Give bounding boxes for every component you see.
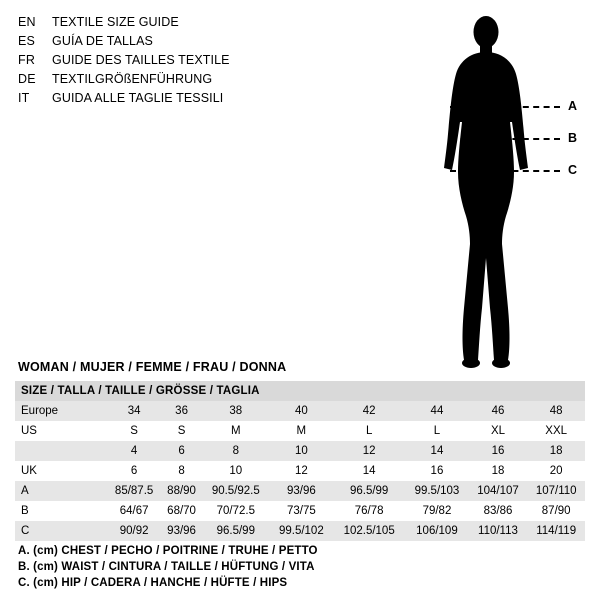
table-cell: 12 — [270, 461, 333, 481]
table-cell: 46 — [469, 401, 528, 421]
table-cell: 38 — [202, 401, 270, 421]
table-cell: 34 — [107, 401, 161, 421]
language-row — [18, 71, 318, 88]
table-cell: 102.5/105 — [333, 521, 405, 541]
table-cell: 6 — [107, 461, 161, 481]
measure-line-c — [450, 170, 560, 172]
table-cell: 107/110 — [527, 481, 585, 501]
language-code: DE — [18, 72, 36, 86]
table-cell: 8 — [202, 441, 270, 461]
table-cell: 90.5/92.5 — [202, 481, 270, 501]
table-cell: S — [161, 421, 202, 441]
section-title: WOMAN / MUJER / FEMME / FRAU / DONNA — [18, 360, 287, 374]
language-title: GUIDE DES TAILLES TEXTILE — [52, 53, 230, 67]
legend-line-c: C. (cm) HIP / CADERA / HANCHE / HÜFTE / HIPS — [18, 577, 288, 589]
table-cell: 36 — [161, 401, 202, 421]
table-cell: 83/86 — [469, 501, 528, 521]
table-cell: 12 — [333, 441, 405, 461]
table-cell: 40 — [270, 401, 333, 421]
table-cell: XL — [469, 421, 528, 441]
table-row — [15, 401, 585, 421]
language-code: EN — [18, 15, 36, 29]
table-row — [15, 461, 585, 481]
table-cell: 20 — [527, 461, 585, 481]
legend-line-b: B. (cm) WAIST / CINTURA / TAILLE / HÜFTUNG / VITA — [18, 561, 315, 573]
table-cell: 18 — [527, 441, 585, 461]
language-row — [18, 33, 318, 50]
table-cell: 96.5/99 — [202, 521, 270, 541]
table-cell: 42 — [333, 401, 405, 421]
language-code: IT — [18, 91, 30, 105]
table-cell: 14 — [333, 461, 405, 481]
language-row — [18, 14, 318, 31]
size-table-wrapper — [15, 381, 585, 541]
table-cell: L — [405, 421, 468, 441]
table-cell: M — [270, 421, 333, 441]
table-cell: 96.5/99 — [333, 481, 405, 501]
body-figure — [400, 8, 600, 373]
language-row — [18, 52, 318, 69]
table-cell: 4 — [107, 441, 161, 461]
table-row — [15, 441, 585, 461]
table-header-row — [15, 381, 585, 401]
table-cell: 114/119 — [527, 521, 585, 541]
table-cell: 87/90 — [527, 501, 585, 521]
table-cell: 99.5/103 — [405, 481, 468, 501]
table-cell: 99.5/102 — [270, 521, 333, 541]
table-cell: 85/87.5 — [107, 481, 161, 501]
table-cell: 88/90 — [161, 481, 202, 501]
row-label: Europe — [15, 401, 107, 421]
language-title: GUIDA ALLE TAGLIE TESSILI — [52, 91, 224, 105]
language-title: TEXTILE SIZE GUIDE — [52, 15, 179, 29]
row-label: UK — [15, 461, 107, 481]
table-cell: 106/109 — [405, 521, 468, 541]
language-code: ES — [18, 34, 36, 48]
table-cell: 110/113 — [469, 521, 528, 541]
table-row — [15, 481, 585, 501]
legend-line-a: A. (cm) CHEST / PECHO / POITRINE / TRUHE / PETTO — [18, 545, 318, 557]
table-cell: 48 — [527, 401, 585, 421]
language-title: GUÍA DE TALLAS — [52, 34, 153, 48]
table-cell: 76/78 — [333, 501, 405, 521]
legend — [18, 543, 578, 591]
table-cell: 16 — [405, 461, 468, 481]
measure-label-c: C — [568, 163, 578, 177]
table-cell: S — [107, 421, 161, 441]
language-code: FR — [18, 53, 36, 67]
language-row — [18, 90, 318, 107]
table-row — [15, 421, 585, 441]
table-cell: XXL — [527, 421, 585, 441]
table-cell: 64/67 — [107, 501, 161, 521]
table-cell: 10 — [202, 461, 270, 481]
row-label: C — [15, 521, 107, 541]
table-cell: 18 — [469, 461, 528, 481]
table-cell: 16 — [469, 441, 528, 461]
table-cell: 68/70 — [161, 501, 202, 521]
female-silhouette-icon — [400, 8, 600, 373]
row-label: B — [15, 501, 107, 521]
table-cell: L — [333, 421, 405, 441]
row-label: US — [15, 421, 107, 441]
measure-line-a — [450, 106, 560, 108]
size-table — [15, 381, 585, 541]
table-cell: M — [202, 421, 270, 441]
table-cell: 79/82 — [405, 501, 468, 521]
measure-label-a: A — [568, 99, 578, 113]
table-cell: 8 — [161, 461, 202, 481]
row-label — [15, 441, 107, 461]
table-header-label: SIZE / TALLA / TAILLE / GRÖSSE / TAGLIA — [15, 381, 585, 401]
measure-line-b — [450, 138, 560, 140]
measure-label-b: B — [568, 131, 578, 145]
table-cell: 44 — [405, 401, 468, 421]
table-cell: 104/107 — [469, 481, 528, 501]
table-cell: 73/75 — [270, 501, 333, 521]
language-title: TEXTILGRÖßENFÜHRUNG — [52, 72, 213, 86]
table-cell: 93/96 — [270, 481, 333, 501]
language-list — [18, 14, 318, 109]
table-cell: 14 — [405, 441, 468, 461]
table-cell: 10 — [270, 441, 333, 461]
table-cell: 6 — [161, 441, 202, 461]
table-cell: 93/96 — [161, 521, 202, 541]
table-cell: 90/92 — [107, 521, 161, 541]
table-row — [15, 521, 585, 541]
table-cell: 70/72.5 — [202, 501, 270, 521]
row-label: A — [15, 481, 107, 501]
table-row — [15, 501, 585, 521]
